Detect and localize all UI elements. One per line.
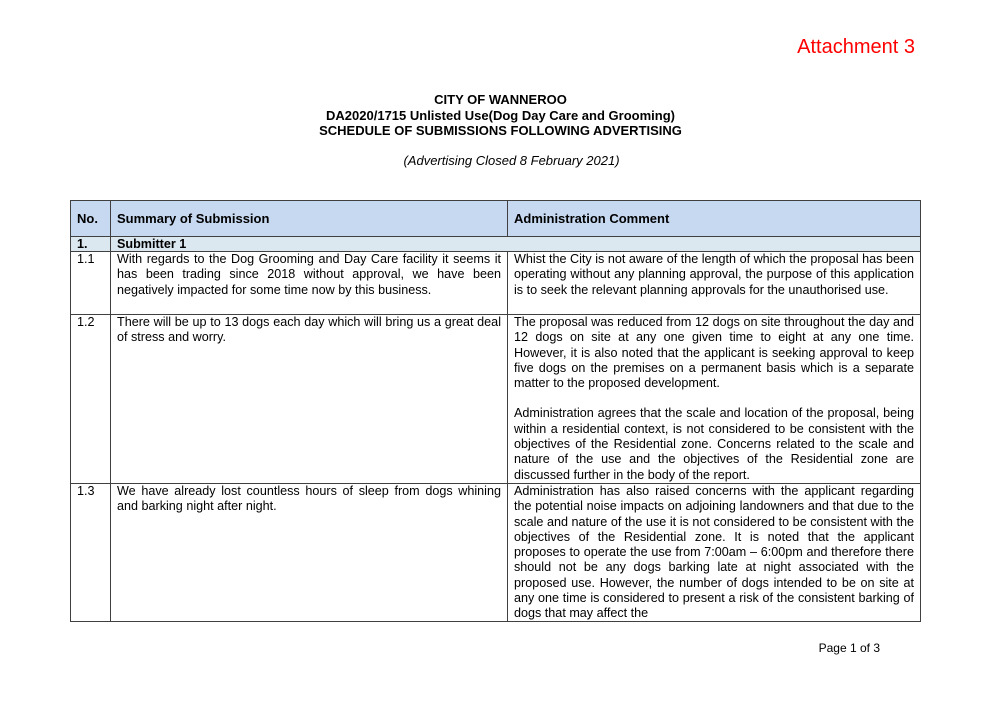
attachment-label: Attachment 3 <box>797 36 915 58</box>
submitter-row <box>71 237 921 252</box>
administration-comment <box>508 252 921 315</box>
submissions-table <box>70 200 921 622</box>
submission-summary: With regards to the Dog Grooming and Day Care facility it seems it has been trading since 2018 without approval, we have been negatively impacted for some time now by this business. <box>111 252 508 315</box>
comment-paragraph: Administration agrees that the scale and location of the proposal, being within a residential context, is not considered to be consistent with the objectives of the Residential zone. Concerns related to the scale and nature of the use and the objectives of the Residential zone are discussed further in the body of the report. <box>514 406 914 482</box>
comment-paragraph: Administration has also raised concerns with the applicant regarding the potential noise impacts on adjoining landowners and that due to the scale and nature of the use it is not considered to be consistent with the objectives of the Residential zone. It is noted that the applicant proposes to operate the use from 7:00am – 6:00pm and therefore there should not be any dogs barking late at night associated with the proposed use. However, the number of dogs intended to be on site at any one time is considered to present a risk of the consistent barking of dogs that may affect the <box>514 484 914 621</box>
row-number: 1.3 <box>71 484 111 622</box>
administration-comment <box>508 484 921 622</box>
header-schedule-title: SCHEDULE OF SUBMISSIONS FOLLOWING ADVERTISING <box>319 123 682 138</box>
submission-summary: There will be up to 13 dogs each day which will bring us a great deal of stress and worry. <box>111 315 508 484</box>
table-row <box>71 484 921 622</box>
administration-comment <box>508 315 921 484</box>
document-header <box>0 92 1001 139</box>
page-number: Page 1 of 3 <box>818 641 880 655</box>
submitter-label: Submitter 1 <box>111 237 921 252</box>
submitter-number: 1. <box>71 237 111 252</box>
advertising-closed-note: (Advertising Closed 8 February 2021) <box>403 153 620 168</box>
table-row <box>71 252 921 315</box>
column-header-summary: Summary of Submission <box>111 201 508 237</box>
header-application: DA2020/1715 Unlisted Use(Dog Day Care and Grooming) <box>326 107 675 123</box>
header-organisation: CITY OF WANNEROO <box>434 92 567 107</box>
submission-summary: We have already lost countless hours of sleep from dogs whining and barking night after night. <box>111 484 508 622</box>
comment-paragraph: The proposal was reduced from 12 dogs on site throughout the day and 12 dogs on site at any one given time to eight at any one time. However, it is also noted that the applicant is seeking approval to keep five dogs on the premises on a permanent basis which is a separate matter to the proposed development. <box>514 315 914 391</box>
table-header-row <box>71 201 921 237</box>
comment-paragraph: Whist the City is not aware of the length of which the proposal has been operating without any planning approval, the purpose of this application is to seek the relevant planning approvals for the unauthorised use. <box>514 252 914 297</box>
column-header-no: No. <box>71 201 111 237</box>
table-row <box>71 315 921 484</box>
row-number: 1.1 <box>71 252 111 315</box>
column-header-comment: Administration Comment <box>508 201 921 237</box>
comment-clip <box>514 484 914 621</box>
row-number: 1.2 <box>71 315 111 484</box>
